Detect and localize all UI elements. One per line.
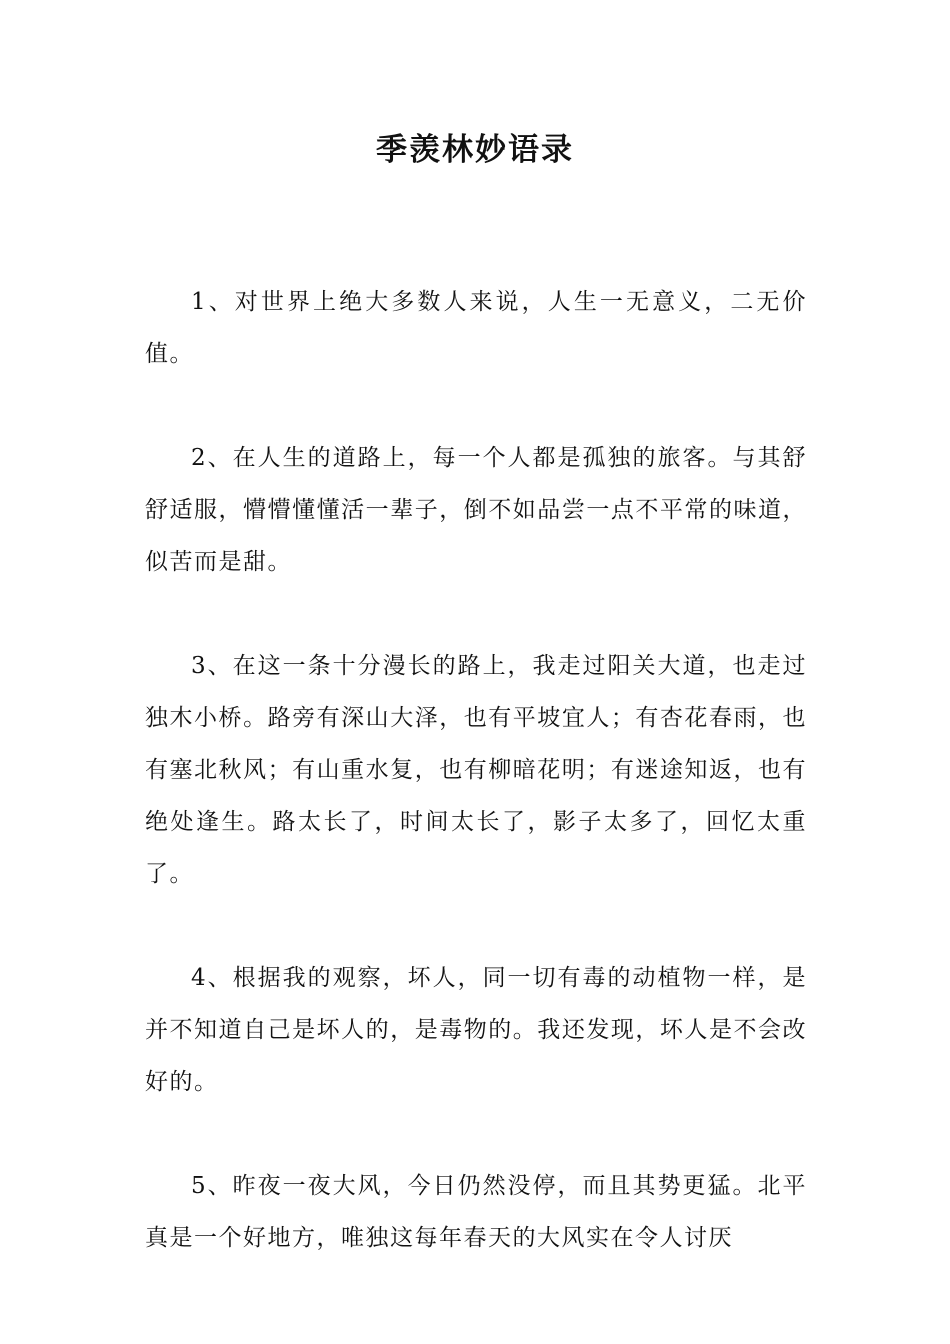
document-body [145, 276, 807, 1316]
paragraph-4: 4、根据我的观察，坏人，同一切有毒的动植物一样，是并不知道自己是坏人的，是毒物的。我还发现，坏人是不会改好的。 [145, 965, 807, 1095]
page-title: 季羡林妙语录 [376, 132, 574, 168]
paragraph-2: 2、在人生的道路上，每一个人都是孤独的旅客。与其舒舒适服，懵懵懂懂活一辈子，倒不如品尝一点不平常的味道，似苦而是甜。 [145, 445, 807, 575]
paragraph-1: 1、对世界上绝大多数人来说，人生一无意义，二无价值。 [145, 289, 807, 367]
paragraph-5: 5、昨夜一夜大风，今日仍然没停，而且其势更猛。北平真是一个好地方，唯独这每年春天的大风实在令人讨厌 [145, 1173, 807, 1251]
paragraph-3: 3、在这一条十分漫长的路上，我走过阳关大道，也走过独木小桥。路旁有深山大泽，也有平坡宜人；有杏花春雨，也有塞北秋风；有山重水复，也有柳暗花明；有迷途知返，也有绝处逢生。路太长了，时间太长了，影子太多了，回忆太重了。 [145, 653, 807, 887]
